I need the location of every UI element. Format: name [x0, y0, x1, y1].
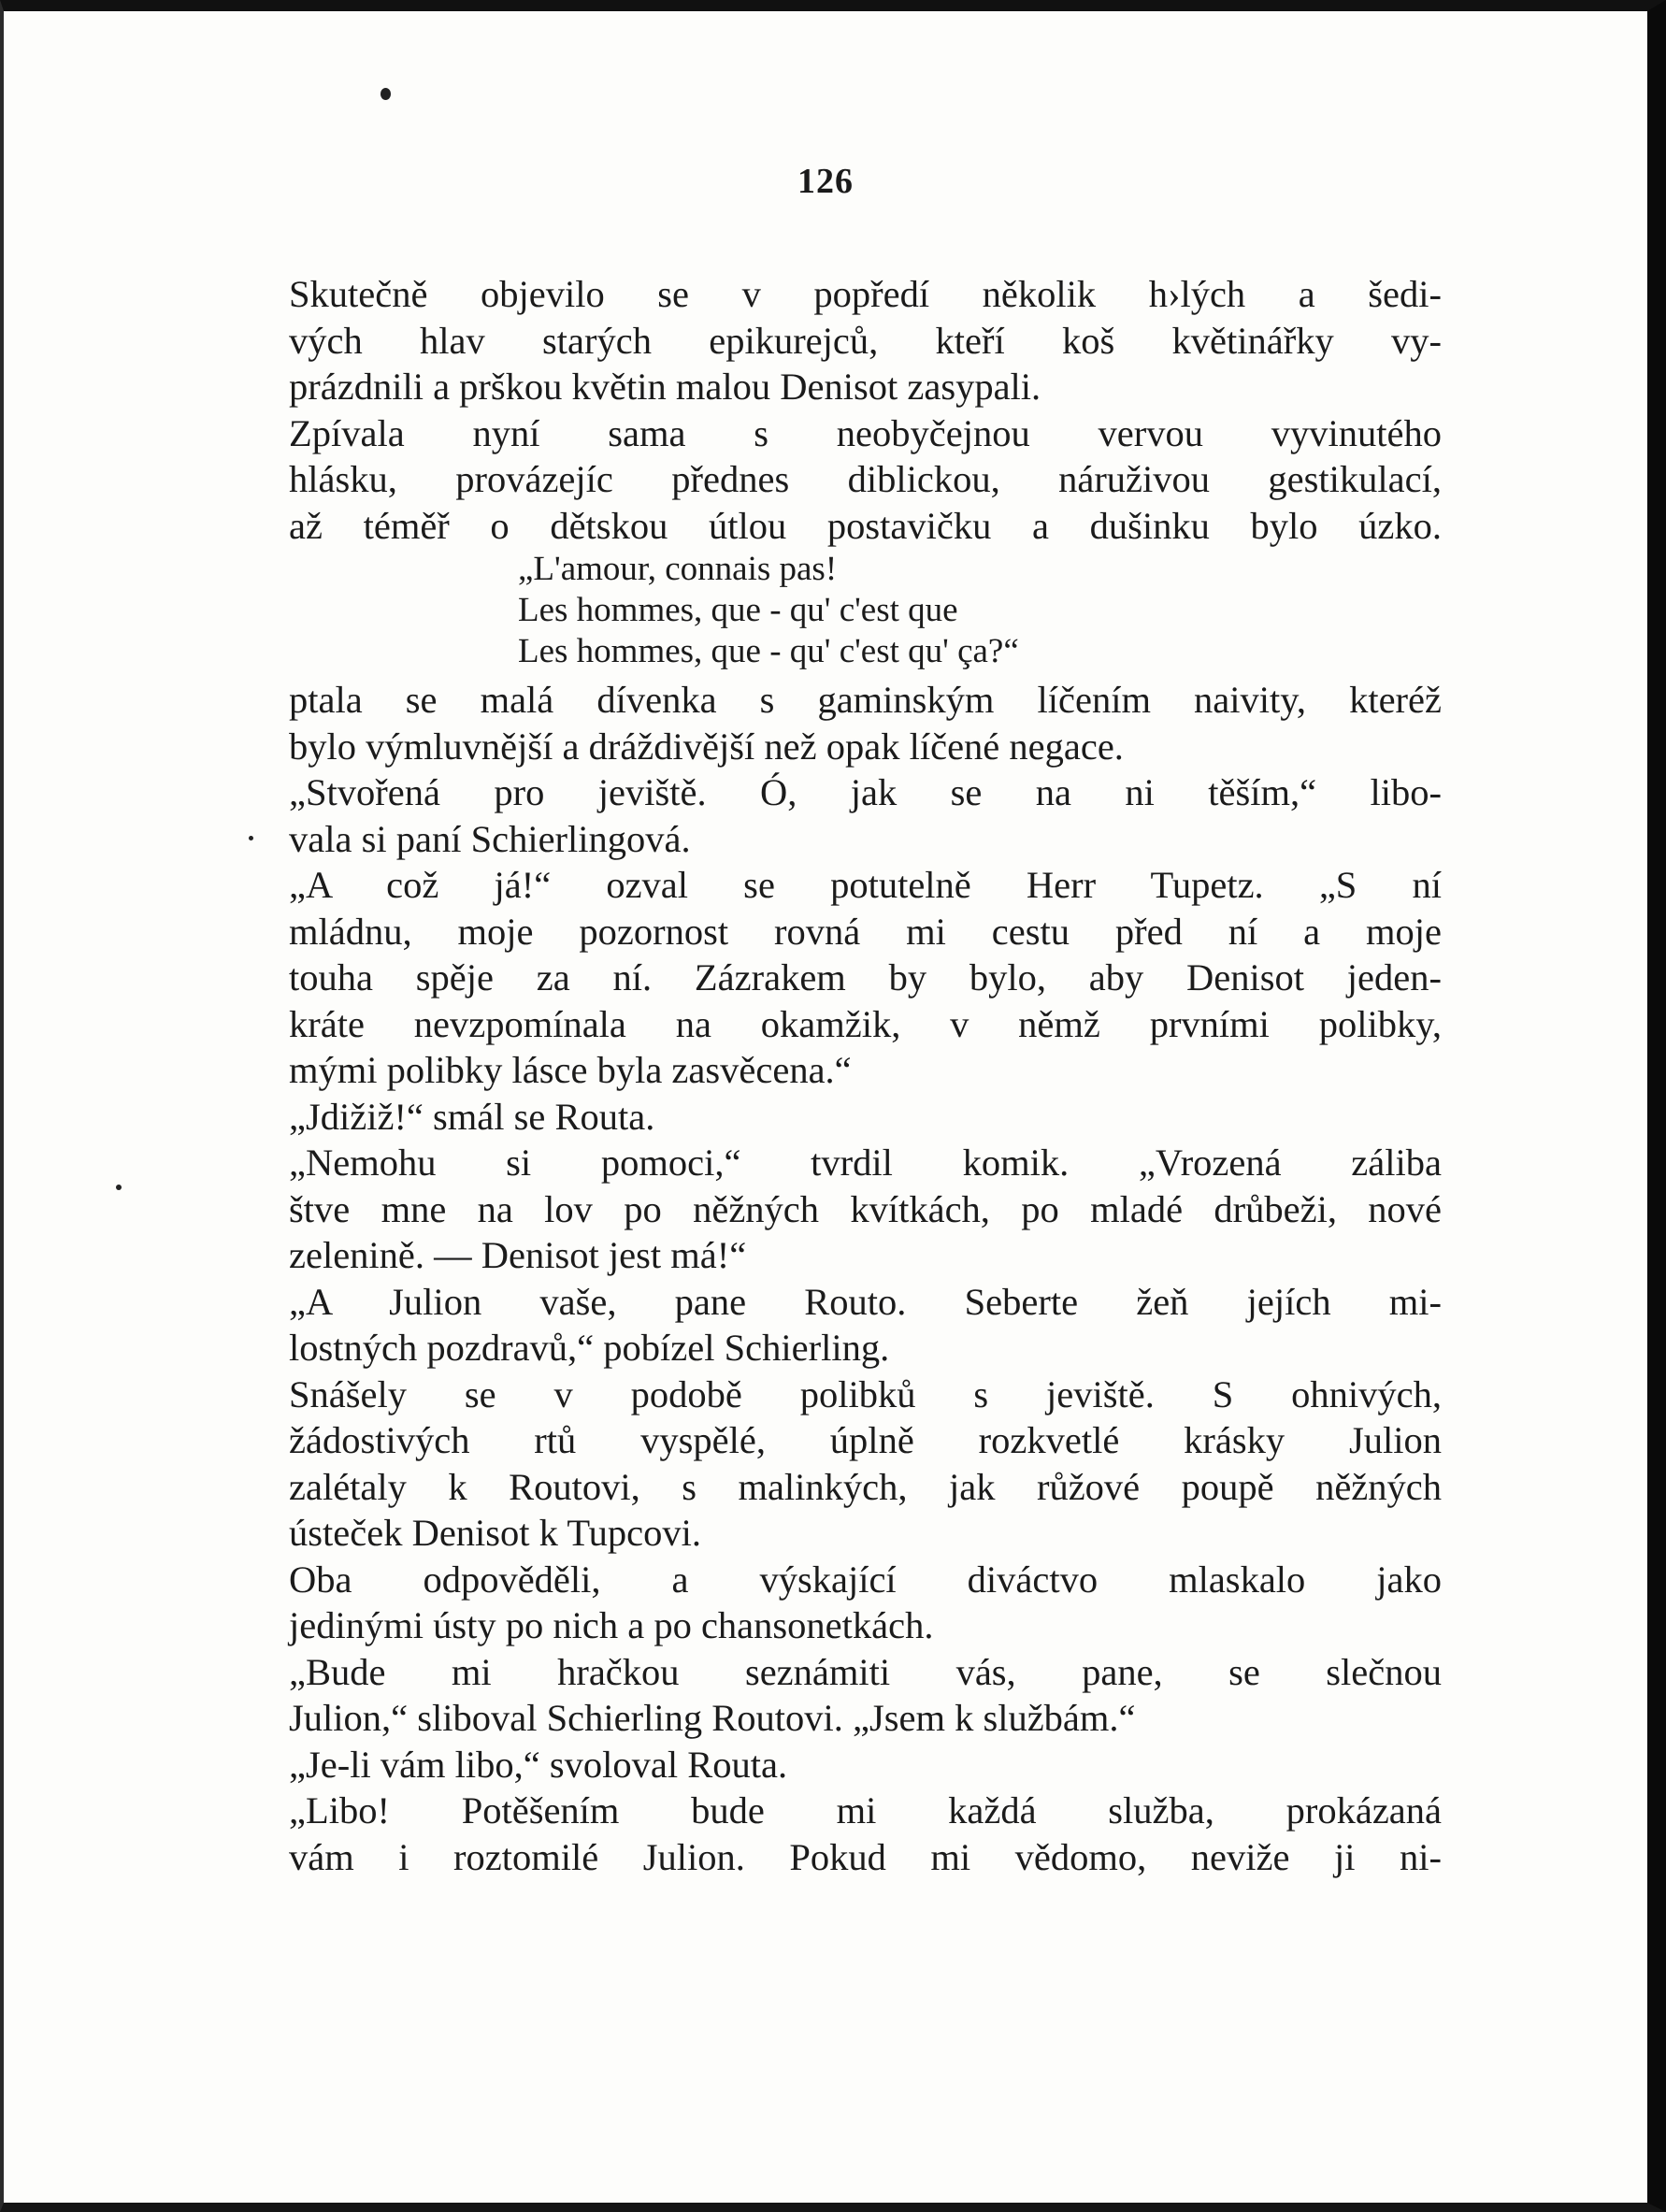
poem-line: Les hommes, que - qu' c'est que: [518, 591, 958, 629]
poem-line: „L'amour, connais pas!: [518, 550, 838, 588]
text-line: vých hlav starých epikurejců, kteří koš květinářky vy-: [289, 319, 1442, 362]
ink-speck: [249, 836, 253, 840]
text-line: vám i roztomilé Julion. Pokud mi vědomo, neviže ji ni-: [289, 1835, 1442, 1878]
text-line: prázdnili a prškou květin malou Denisot zasypali.: [289, 366, 1041, 408]
text-line: vala si paní Schierlingová.: [289, 817, 691, 860]
text-line: zelenině. — Denisot jest má!“: [289, 1234, 747, 1276]
text-line: jedinými ústy po nich a po chansonetkách.: [289, 1604, 934, 1646]
text-line: „Bude mi hračkou seznámiti vás, pane, se slečnou: [289, 1650, 1442, 1693]
text-line: Skutečně objevilo se v popředí několik h›lých a šedi-: [289, 273, 1442, 315]
text-line: mládnu, moje pozornost rovná mi cestu před ní a moje: [289, 910, 1442, 953]
text-line: hlásku, provázejíc přednes diblickou, náruživou gestikulací,: [289, 458, 1442, 500]
text-line: „Stvořená pro jeviště. Ó, jak se na ni těším,“ libo-: [289, 771, 1442, 813]
text-line: lostných pozdravů,“ pobízel Schierling.: [289, 1327, 890, 1369]
text-line: touha spěje za ní. Zázrakem by bylo, aby Denisot jeden-: [289, 956, 1442, 998]
text-line: žádostivých rtů vyspělé, úplně rozkvetlé krásky Julion: [289, 1419, 1442, 1461]
text-line: štve mne na lov po něžných kvítkách, po mladé drůbeži, nové: [289, 1187, 1442, 1230]
text-line: Julion,“ sliboval Schierling Routovi. „Jsem k službám.“: [289, 1697, 1136, 1739]
ink-speck: [116, 1185, 122, 1190]
text-line: „A Julion vaše, pane Routo. Seberte žeň jejích mi-: [289, 1280, 1442, 1323]
text-line: až téměř o dětskou útlou postavičku a dušinku bylo úzko.: [289, 504, 1442, 547]
text-line: ptala se malá dívenka s gaminským líčením naivity, kteréž: [289, 679, 1442, 721]
text-line: kráte nevzpomínala na okamžik, v němž prvními polibky,: [289, 1002, 1442, 1045]
text-line: zalétaly k Routovi, s malinkých, jak růžové poupě něžných: [289, 1465, 1442, 1508]
body-text: [289, 271, 1442, 1880]
text-line: bylo výmluvnější a dráždivější než opak líčené negace.: [289, 725, 1124, 768]
text-line: „Je-li vám libo,“ svoloval Routa.: [289, 1743, 788, 1786]
text-line: Oba odpověděli, a výskající diváctvo mlaskalo jako: [289, 1558, 1442, 1601]
text-line: „Nemohu si pomoci,“ tvrdil komik. „Vrozená záliba: [289, 1142, 1442, 1184]
text-line: „Libo! Potěšením bude mi každá služba, prokázaná: [289, 1789, 1442, 1831]
text-line: mými polibky lásce byla zasvěcena.“: [289, 1049, 852, 1091]
text-line: ústeček Denisot k Tupcovi.: [289, 1512, 701, 1554]
text-line: Zpívala nyní sama s neobyčejnou vervou vyvinutého: [289, 411, 1442, 454]
ink-speck: [381, 88, 391, 100]
text-line: Snášely se v podobě polibků s jeviště. S ohnivých,: [289, 1372, 1442, 1415]
text-line: „A což já!“ ozval se potutelně Herr Tupetz. „S ní: [289, 864, 1442, 906]
poem-line: Les hommes, que - qu' c'est qu' ça?“: [518, 632, 1019, 670]
text-line: „Jdižiž!“ smál se Routa.: [289, 1095, 655, 1138]
page-number: 126: [797, 162, 854, 201]
